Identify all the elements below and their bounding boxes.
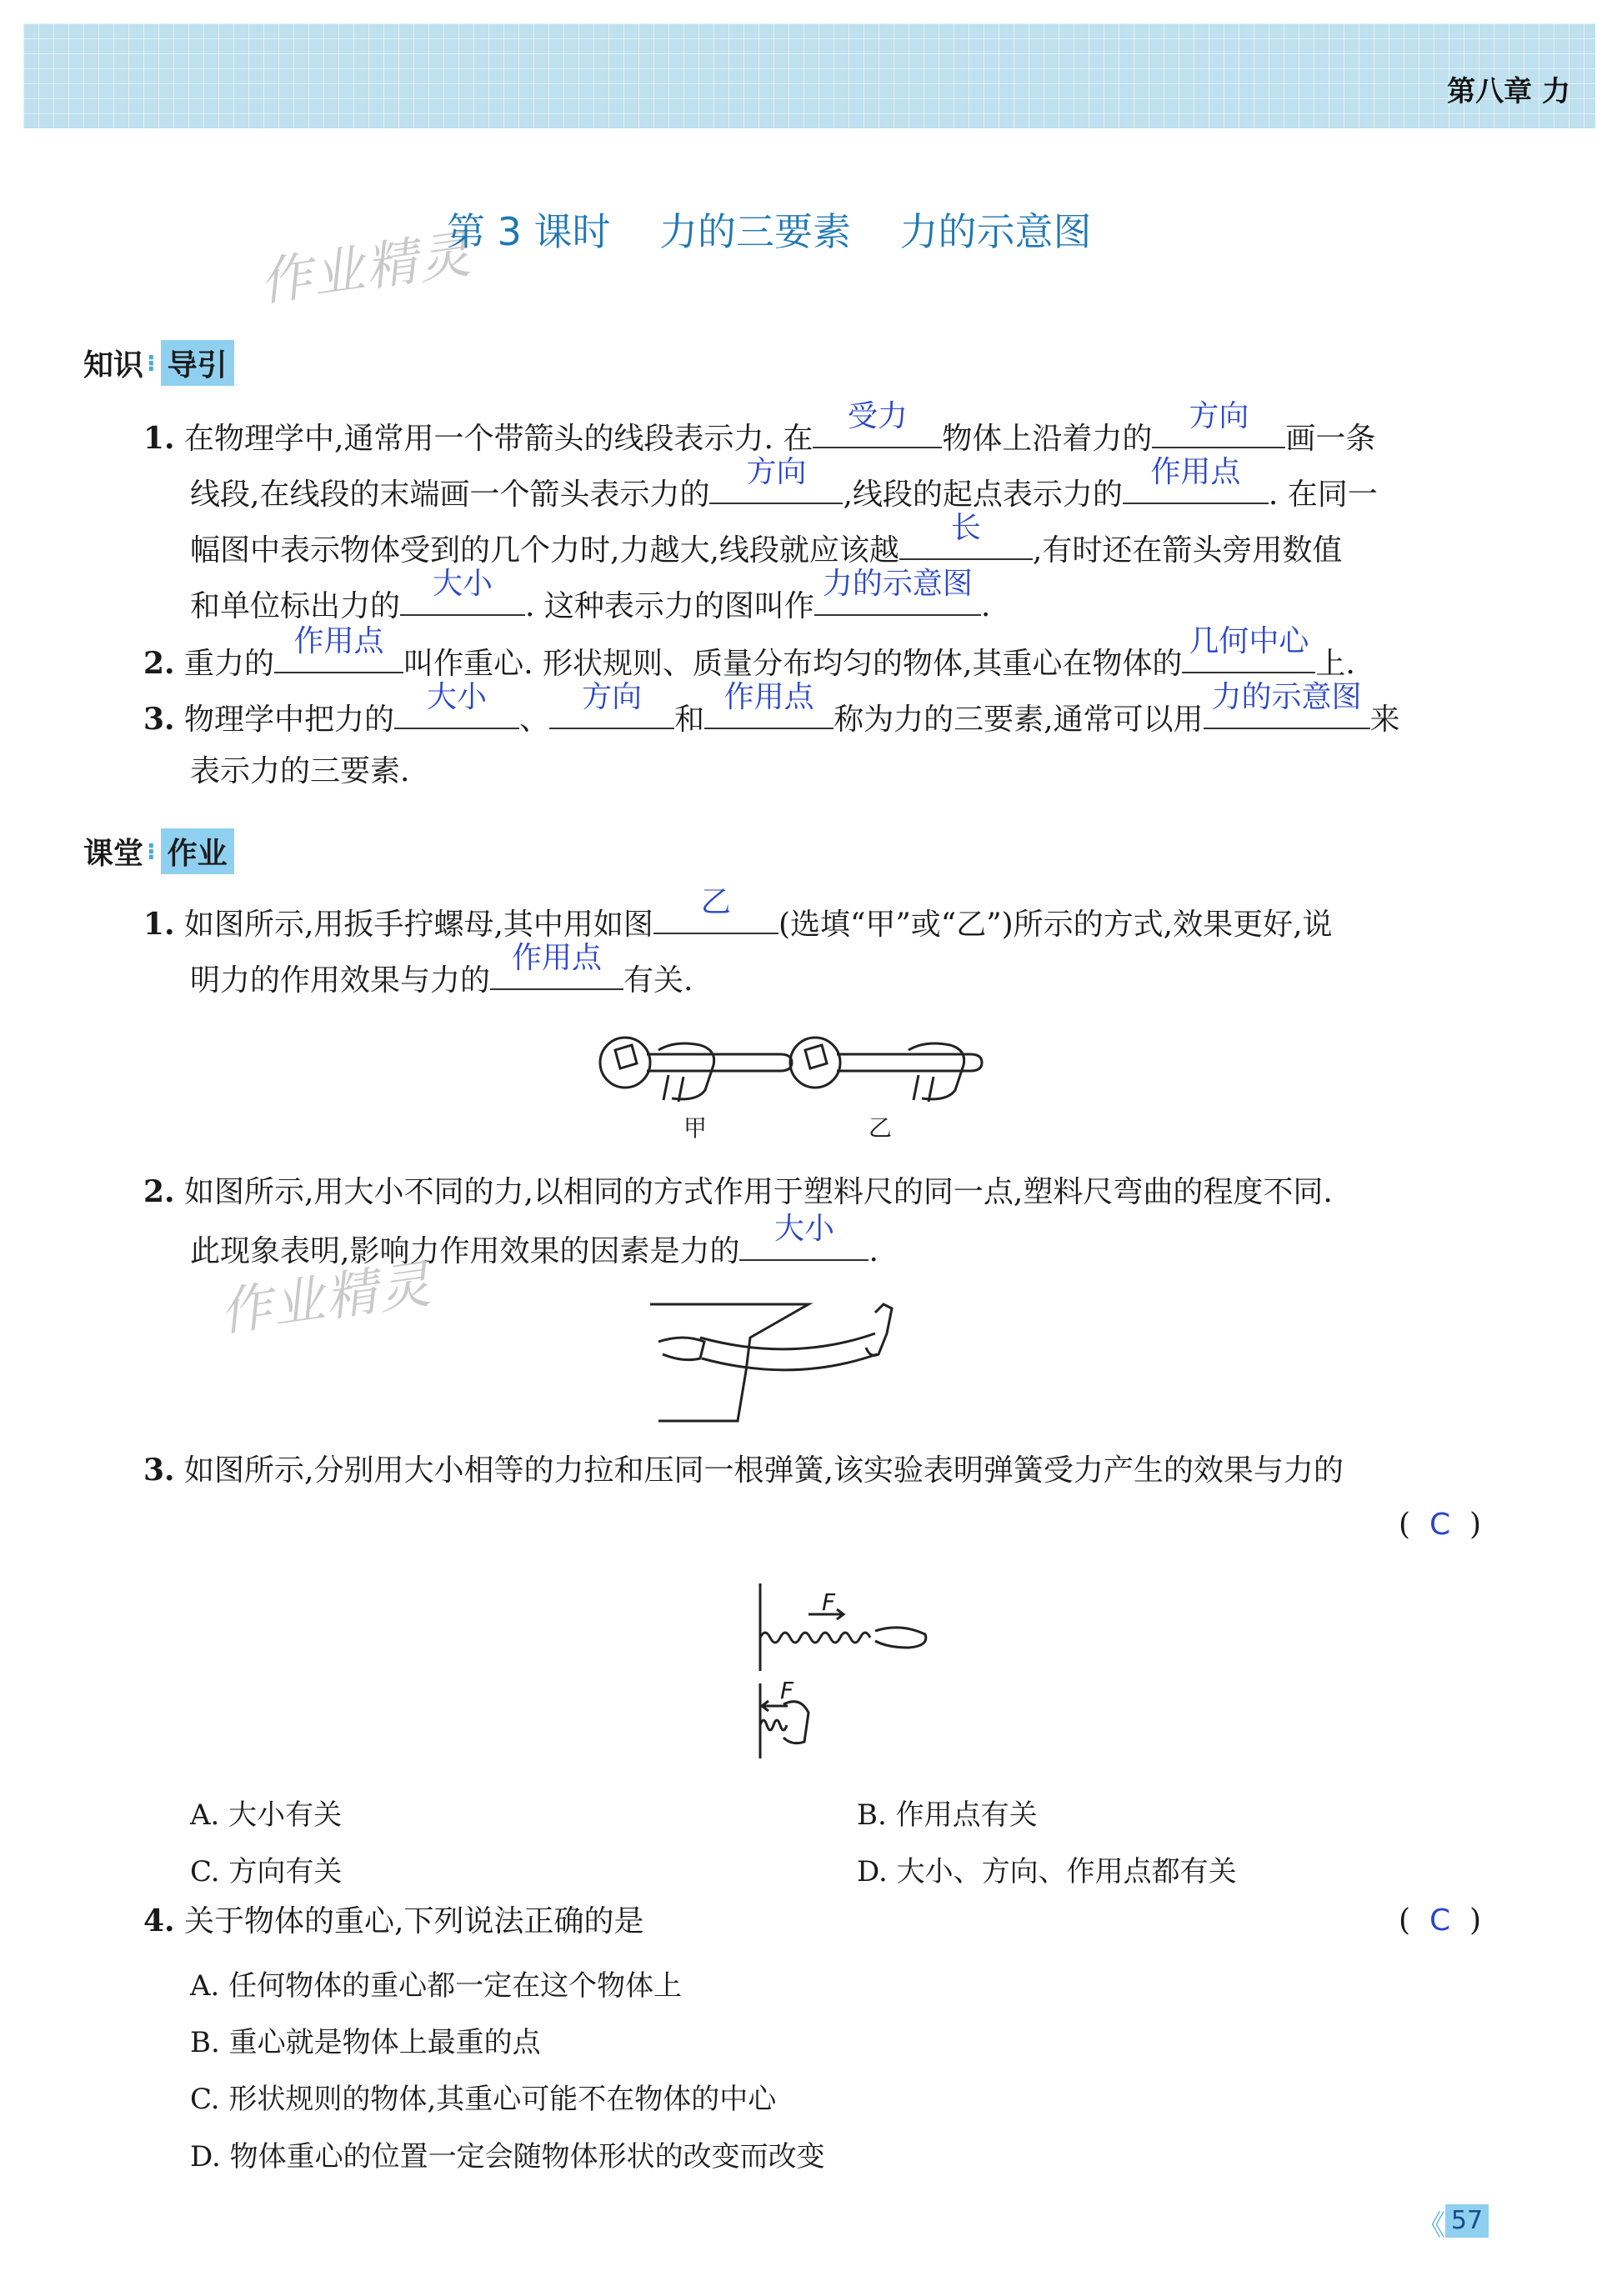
answer: 方向 <box>582 680 643 714</box>
answer-blank <box>490 941 623 990</box>
answer-blank <box>739 1212 869 1261</box>
k-q2-line1 <box>143 624 1355 683</box>
answer: 几何中心 <box>1189 624 1309 658</box>
c-q2-line1 <box>143 1173 1333 1211</box>
answer: 长 <box>950 511 981 545</box>
answer-blank <box>274 624 403 673</box>
k-q1-line4 <box>190 567 991 625</box>
watermark-2: 作业精灵 <box>215 1253 436 1343</box>
answer-blank <box>653 885 778 934</box>
answer: 乙 <box>700 885 731 919</box>
question-number: 2. <box>143 1174 175 1209</box>
section-classwork-b: 作业 <box>161 828 234 874</box>
header-band <box>23 23 1595 128</box>
q3-option-d: D. 大小、方向、作用点都有关 <box>857 1855 1237 1888</box>
k-q1-line2 <box>190 455 1378 513</box>
answer: 力的示意图 <box>822 567 973 601</box>
answer-blank <box>1204 680 1370 729</box>
answer: 作用点 <box>1150 455 1241 489</box>
k-q1-line3 <box>190 511 1343 569</box>
answer-blank <box>899 511 1033 560</box>
choice-answer: C <box>1429 1508 1451 1542</box>
text: 、 <box>519 703 550 737</box>
text: 称为力的三要素,通常可以用 <box>834 703 1204 737</box>
section-dots-icon: ⁝ <box>147 349 156 377</box>
text: 有关. <box>623 963 693 998</box>
question-number: 2. <box>143 646 175 681</box>
answer: 受力 <box>847 399 908 433</box>
q4-option-b: B. 重心就是物体上最重的点 <box>190 2026 541 2059</box>
answer: 力的示意图 <box>1211 680 1362 714</box>
text: (选填“甲”或“乙”)所示的方式,效果更好,说 <box>778 908 1333 942</box>
section-classwork <box>83 828 234 874</box>
text: ,线段的起点表示力的 <box>843 478 1123 512</box>
answer: 作用点 <box>293 624 384 658</box>
text: 来 <box>1369 703 1400 737</box>
text: 幅图中表示物体受到的几个力时,力越大,线段就应该越 <box>190 533 899 568</box>
section-knowledge <box>83 340 234 386</box>
text: . <box>980 589 991 623</box>
text: 画一条 <box>1285 422 1376 456</box>
q3-option-a: A. 大小有关 <box>190 1798 343 1832</box>
k-q3-line1 <box>143 680 1400 738</box>
text: 如图所示,用大小不同的力,以相同的方式作用于塑料尺的同一点,塑料尺弯曲的程度不同. <box>184 1175 1333 1209</box>
answer-blank <box>549 680 674 729</box>
answer-blank <box>1182 624 1315 673</box>
section-knowledge-a: 知识 <box>83 348 144 383</box>
choice-answer: C <box>1429 1903 1451 1938</box>
force-label-bottom: F <box>780 1677 794 1704</box>
q3-option-c: C. 方向有关 <box>190 1855 343 1888</box>
page-title: 第 3 课时 力的三要素 力的示意图 <box>447 209 1092 254</box>
text: 重力的 <box>184 647 275 681</box>
answer: 作用点 <box>512 941 603 975</box>
text: 明力的作用效果与力的 <box>190 963 491 998</box>
answer-blank <box>813 399 942 448</box>
paren: ( <box>1399 1508 1411 1542</box>
answer-blank <box>709 455 843 504</box>
answer-blank <box>1152 399 1285 448</box>
c-q1-line1 <box>143 885 1333 943</box>
chapter-label: 第八章 力 <box>1447 75 1570 108</box>
text: 和 <box>674 703 705 737</box>
text: 关于物体的重心,下列说法正确的是 <box>184 1904 644 1938</box>
question-number: 3. <box>143 702 175 737</box>
answer: 大小 <box>773 1212 834 1246</box>
text: 表示力的三要素. <box>190 754 410 788</box>
q3-option-b: B. 作用点有关 <box>857 1798 1038 1832</box>
answer: 方向 <box>746 455 807 489</box>
spring-figure <box>750 1579 950 1763</box>
text: 如图所示,分别用大小相等的力拉和压同一根弹簧,该实验表明弹簧受力产生的效果与力的 <box>184 1453 1344 1488</box>
text: 线段,在线段的末端画一个箭头表示力的 <box>190 478 710 512</box>
answer: 作用点 <box>723 680 814 714</box>
question-number: 1. <box>143 421 175 456</box>
answer-blank <box>1123 455 1269 504</box>
question-number: 3. <box>143 1453 175 1488</box>
question-number: 1. <box>143 907 175 942</box>
c-q2-line2 <box>190 1212 879 1270</box>
c-q1-line2 <box>190 941 693 999</box>
k-q1-line1 <box>143 399 1376 458</box>
page-arrow-icon: 《 <box>1417 2209 1445 2243</box>
answer-blank <box>394 680 519 729</box>
text: 物体上沿着力的 <box>942 422 1153 456</box>
paren: ) <box>1469 1903 1482 1938</box>
answer-blank <box>814 567 981 616</box>
answer: 大小 <box>427 680 488 714</box>
fig-label-jia: 甲 <box>683 1114 708 1142</box>
text: 此现象表明,影响力作用效果的因素是力的 <box>190 1234 740 1268</box>
text: 在物理学中,通常用一个带箭头的线段表示力. 在 <box>184 422 814 456</box>
q4-option-c: C. 形状规则的物体,其重心可能不在物体的中心 <box>190 2083 777 2116</box>
answer-blank <box>704 680 834 729</box>
text: 如图所示,用扳手拧螺母,其中用如图 <box>184 908 653 942</box>
section-knowledge-b: 导引 <box>161 340 234 386</box>
page-number: 57 <box>1445 2204 1489 2238</box>
wrench-figure <box>592 1025 984 1125</box>
paren: ( <box>1399 1903 1411 1938</box>
fig-label-yi: 乙 <box>869 1114 893 1142</box>
c-q4-answer <box>1399 1903 1481 1939</box>
text: . <box>869 1234 879 1268</box>
text: 上. <box>1315 647 1355 681</box>
q4-option-a: A. 任何物体的重心都一定在这个物体上 <box>190 1969 683 2003</box>
paren: ) <box>1469 1508 1482 1542</box>
answer-blank <box>400 567 525 616</box>
answer: 方向 <box>1189 399 1249 433</box>
text: ,有时还在箭头旁用数值 <box>1032 533 1343 568</box>
c-q4-line1 <box>143 1903 644 1940</box>
watermark: 作业精灵 <box>255 223 476 313</box>
text: . 这种表示力的图叫作 <box>525 589 814 623</box>
k-q3-line2 <box>190 753 409 790</box>
text: 叫作重心. 形状规则、质量分布均匀的物体,其重心在物体的 <box>403 647 1183 681</box>
answer: 大小 <box>433 567 493 601</box>
q4-option-d: D. 物体重心的位置一定会随物体形状的改变而改变 <box>190 2140 825 2173</box>
text: 物理学中把力的 <box>184 703 395 737</box>
question-number: 4. <box>143 1903 175 1938</box>
section-classwork-a: 课堂 <box>83 837 144 871</box>
c-q3-answer <box>1399 1507 1481 1543</box>
text: . 在同一 <box>1268 478 1378 512</box>
section-dots-icon: ⁝ <box>147 838 156 865</box>
ruler-figure <box>642 1296 934 1425</box>
c-q3-line1 <box>143 1452 1344 1489</box>
text: 和单位标出力的 <box>190 589 401 623</box>
force-label-top: F <box>822 1588 836 1616</box>
